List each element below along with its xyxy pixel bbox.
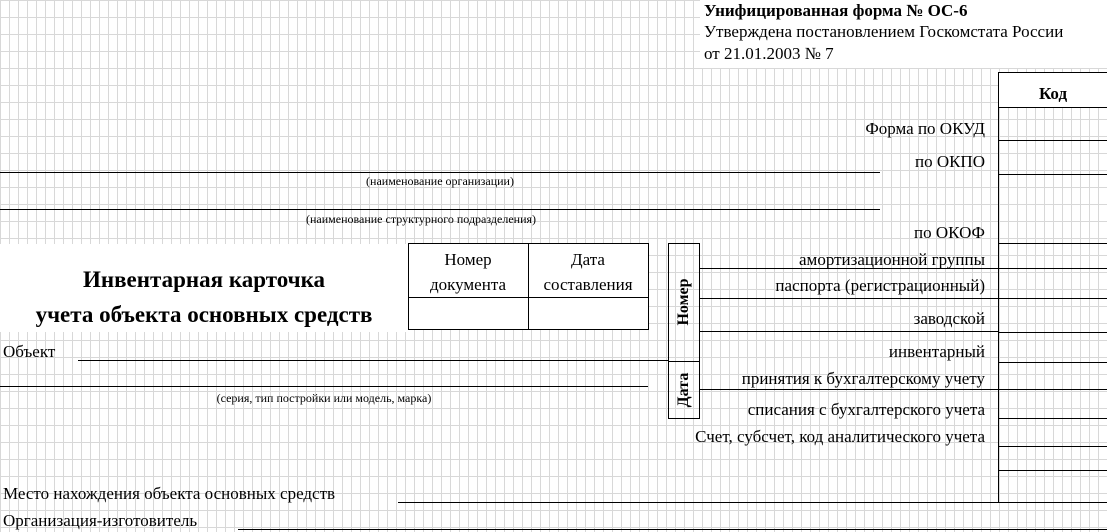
code-row-line [998, 140, 1107, 141]
dept-name-caption: (наименование структурного подразделения) [306, 212, 537, 226]
code-row-line [998, 298, 1107, 299]
account-label: Счет, субсчет, код аналитического учета [695, 427, 985, 446]
accepted-date-label: принятия к бухгалтерскому учету [741, 369, 985, 388]
object-model-underline [0, 386, 648, 387]
approved-line-2: от 21.01.2003 № 7 [704, 44, 834, 63]
code-row-line [998, 332, 1107, 333]
object-underline [78, 360, 668, 361]
inventory-number-label: инвентарный [888, 342, 985, 361]
group-block-left [668, 243, 669, 419]
passport-label: паспорта (регистрационный) [775, 276, 985, 295]
manufacturer-label: Организация-изготовитель [3, 511, 198, 530]
number-group-label: Номер [675, 278, 692, 326]
doc-date-header-2: составления [543, 275, 633, 294]
org-name-underline [0, 172, 880, 173]
doc-number-header-1: Номер [444, 250, 492, 269]
code-row-line [998, 174, 1107, 175]
passport-row-line [700, 298, 998, 299]
code-header: Код [1038, 84, 1068, 103]
approved-line-1: Утверждена постановлением Госкомстата России [704, 22, 1064, 41]
location-label: Место нахождения объекта основных средств [3, 484, 336, 503]
group-block-top [668, 243, 700, 244]
card-title-line-2: учета объекта основных средств [35, 302, 373, 327]
manufacturer-underline [238, 529, 1107, 530]
code-row-line [998, 389, 1107, 390]
code-column-left-border [998, 72, 999, 502]
okud-label: Форма по ОКУД [865, 119, 985, 138]
doc-number-header-2: документа [429, 275, 507, 294]
factory-row-line [700, 331, 998, 332]
code-row-line [998, 362, 1107, 363]
code-row-line [998, 470, 1107, 471]
code-row-line [998, 418, 1107, 419]
code-column-top-border [998, 72, 1107, 73]
org-name-caption: (наименование организации) [366, 174, 514, 188]
code-row-line [998, 107, 1107, 108]
location-underline [398, 502, 1107, 503]
card-title-line-1: Инвентарная карточка [82, 267, 325, 292]
amortization-group-label: амортизационной группы [799, 250, 985, 269]
object-caption: (серия, тип постройки или модель, марка) [216, 391, 432, 405]
doc-date-cell[interactable] [529, 298, 648, 329]
doc-date-header-1: Дата [571, 250, 605, 269]
okof-label: по ОКОФ [914, 223, 985, 242]
date-group-label: Дата [675, 372, 692, 408]
dept-name-underline [0, 209, 880, 210]
code-row-line [998, 268, 1107, 269]
doc-table-right [648, 243, 649, 330]
accepted-row-line [700, 389, 998, 390]
code-row-line [998, 446, 1107, 447]
written-off-date-label: списания с бухгалтерского учета [747, 400, 985, 419]
doc-number-cell[interactable] [409, 298, 528, 329]
code-row-line [998, 243, 1107, 244]
okpo-label: по ОКПО [914, 152, 985, 171]
form-title: Унифицированная форма № ОС-6 [704, 1, 968, 20]
object-label: Объект [3, 342, 56, 361]
factory-number-label: заводской [913, 309, 985, 328]
